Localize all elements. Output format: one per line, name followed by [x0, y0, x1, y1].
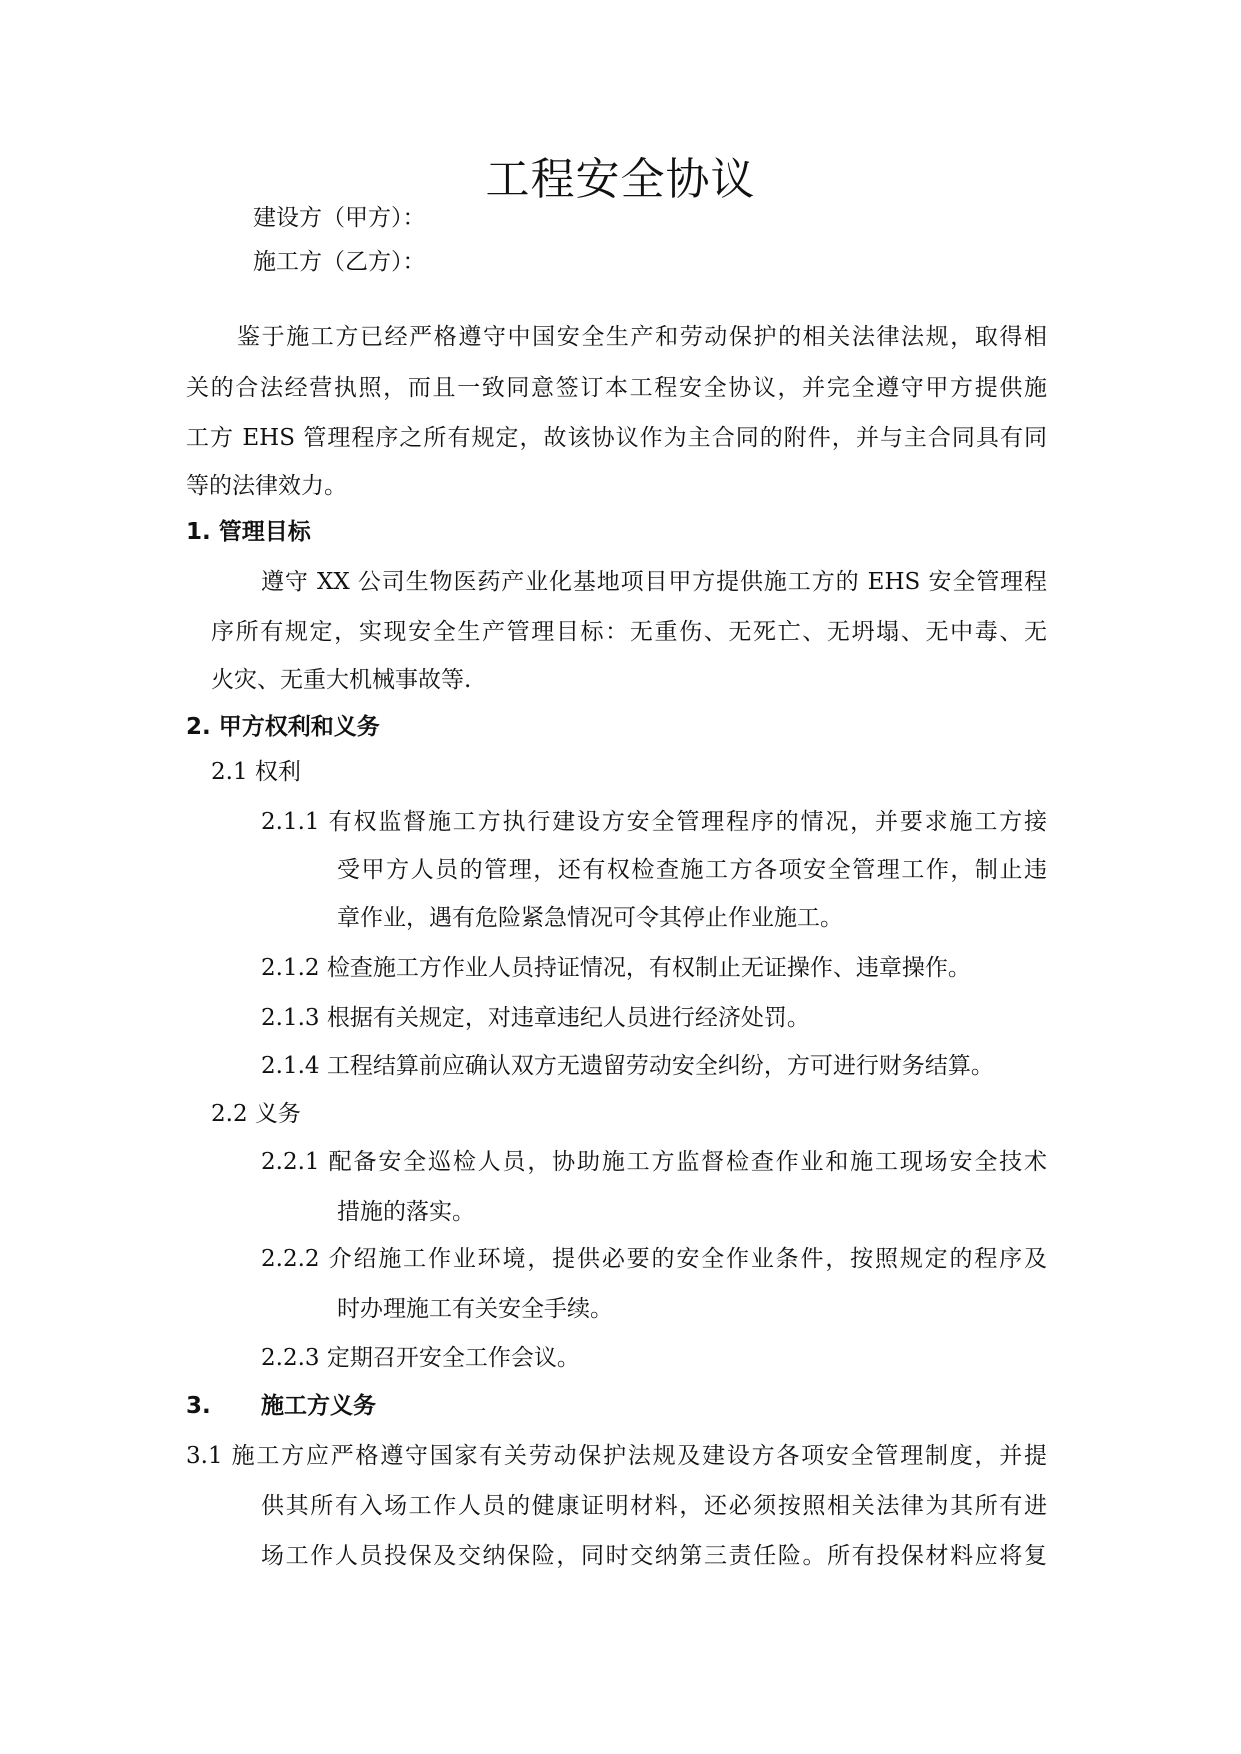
section-1-body-line: 序所有规定，实现安全生产管理目标：无重伤、无死亡、无坍塌、无中毒、无 — [211, 619, 1047, 645]
page-title: 工程安全协议 — [485, 154, 756, 205]
item-2-1-1-line: 受甲方人员的管理，还有权检查施工方各项安全管理工作，制止违 — [337, 857, 1047, 883]
item-2-1-2: 2.1.2 检查施工方作业人员持证情况，有权制止无证操作、违章操作。 — [261, 955, 971, 981]
item-2-2-3: 2.2.3 定期召开安全工作会议。 — [261, 1345, 580, 1371]
item-2-1-4: 2.1.4 工程结算前应确认双方无遗留劳动安全纠纷，方可进行财务结算。 — [261, 1053, 994, 1079]
subsection-2-2-heading: 2.2 义务 — [211, 1101, 301, 1127]
party-b-label: 施工方（乙方）： — [253, 249, 426, 275]
subsection-2-1-heading: 2.1 权利 — [211, 759, 301, 785]
item-3-1-line: 3.1 施工方应严格遵守国家有关劳动保护法规及建设方各项安全管理制度，并提 — [186, 1443, 1047, 1469]
preamble-line: 鉴于施工方已经严格遵守中国安全生产和劳动保护的相关法律法规，取得相 — [237, 324, 1047, 350]
item-2-2-1-line: 2.2.1 配备安全巡检人员，协助施工方监督检查作业和施工现场安全技术 — [261, 1149, 1047, 1175]
item-2-1-1-line: 2.1.1 有权监督施工方执行建设方安全管理程序的情况，并要求施工方接 — [261, 809, 1047, 835]
section-1-heading: 1. 管理目标 — [186, 519, 311, 545]
preamble-line: 等的法律效力。 — [186, 473, 347, 499]
item-2-1-1-line: 章作业，遇有危险紧急情况可令其停止作业施工。 — [337, 905, 843, 931]
section-1-body-line: 遵守 XX 公司生物医药产业化基地项目甲方提供施工方的 EHS 安全管理程 — [261, 569, 1047, 595]
item-2-2-2-line: 时办理施工有关安全手续。 — [337, 1296, 613, 1322]
section-3-number: 3. — [186, 1393, 211, 1419]
section-3-heading: 施工方义务 — [261, 1393, 376, 1419]
party-a-label: 建设方（甲方）： — [253, 205, 426, 231]
item-2-1-3: 2.1.3 根据有关规定，对违章违纪人员进行经济处罚。 — [261, 1005, 810, 1031]
item-3-1-line: 供其所有入场工作人员的健康证明材料，还必须按照相关法律为其所有进 — [261, 1493, 1047, 1519]
preamble-line: 关的合法经营执照，而且一致同意签订本工程安全协议，并完全遵守甲方提供施 — [186, 375, 1047, 401]
section-1-body-line: 火灾、无重大机械事故等. — [211, 667, 472, 693]
item-2-2-1-line: 措施的落实。 — [337, 1199, 475, 1225]
item-3-1-line: 场工作人员投保及交纳保险，同时交纳第三责任险。所有投保材料应将复 — [261, 1543, 1047, 1569]
preamble-line: 工方 EHS 管理程序之所有规定，故该协议作为主合同的附件，并与主合同具有同 — [186, 425, 1047, 451]
item-2-2-2-line: 2.2.2 介绍施工作业环境，提供必要的安全作业条件，按照规定的程序及 — [261, 1246, 1047, 1272]
section-2-heading: 2. 甲方权利和义务 — [186, 714, 380, 740]
